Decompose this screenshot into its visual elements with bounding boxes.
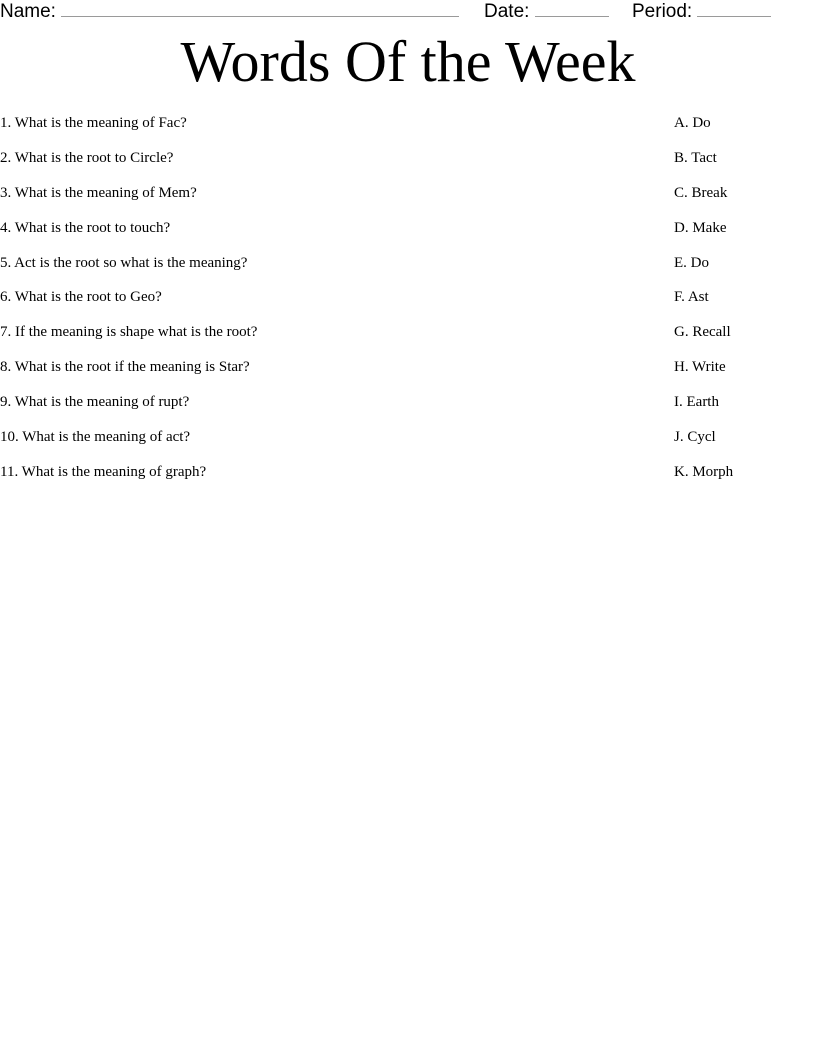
answer-choice: J. Cycl: [674, 429, 716, 446]
question-item: 11. What is the meaning of graph?: [0, 463, 207, 480]
period-blank-line[interactable]: [697, 0, 771, 17]
name-label: Name:: [0, 1, 56, 22]
question-item: 10. What is the meaning of act?: [0, 429, 191, 446]
answer-choice: E. Do: [674, 254, 709, 271]
question-list: [0, 113, 600, 497]
answer-choice: F. Ast: [674, 289, 709, 306]
answer-choice: D. Make: [674, 219, 727, 236]
name-blank-line[interactable]: [61, 0, 459, 17]
date-field[interactable]: [484, 0, 609, 22]
answer-choice: B. Tact: [674, 149, 717, 166]
question-item: 5. Act is the root so what is the meaning?: [0, 254, 248, 271]
answer-choice: G. Recall: [674, 324, 731, 341]
answer-choice: I. Earth: [674, 394, 719, 411]
question-item: 2. What is the root to Circle?: [0, 149, 174, 166]
question-item: 3. What is the meaning of Mem?: [0, 184, 197, 201]
answer-choice: C. Break: [674, 184, 728, 201]
answer-choice-list: [674, 113, 814, 497]
question-item: 4. What is the root to touch?: [0, 219, 171, 236]
answer-choice: H. Write: [674, 359, 726, 376]
worksheet-title: Words Of the Week: [180, 29, 636, 94]
question-item: 7. If the meaning is shape what is the root?: [0, 324, 258, 341]
date-label: Date:: [484, 1, 530, 22]
question-item: 1. What is the meaning of Fac?: [0, 115, 187, 131]
question-item: 9. What is the meaning of rupt?: [0, 394, 190, 411]
question-item: 8. What is the root if the meaning is Star?: [0, 359, 250, 376]
answer-choice: A. Do: [674, 115, 711, 131]
answer-choice: K. Morph: [674, 463, 734, 480]
period-label: Period:: [632, 1, 693, 22]
question-item: 6. What is the root to Geo?: [0, 289, 162, 306]
period-field[interactable]: [632, 0, 771, 22]
date-blank-line[interactable]: [535, 0, 609, 17]
name-field[interactable]: [0, 0, 459, 22]
